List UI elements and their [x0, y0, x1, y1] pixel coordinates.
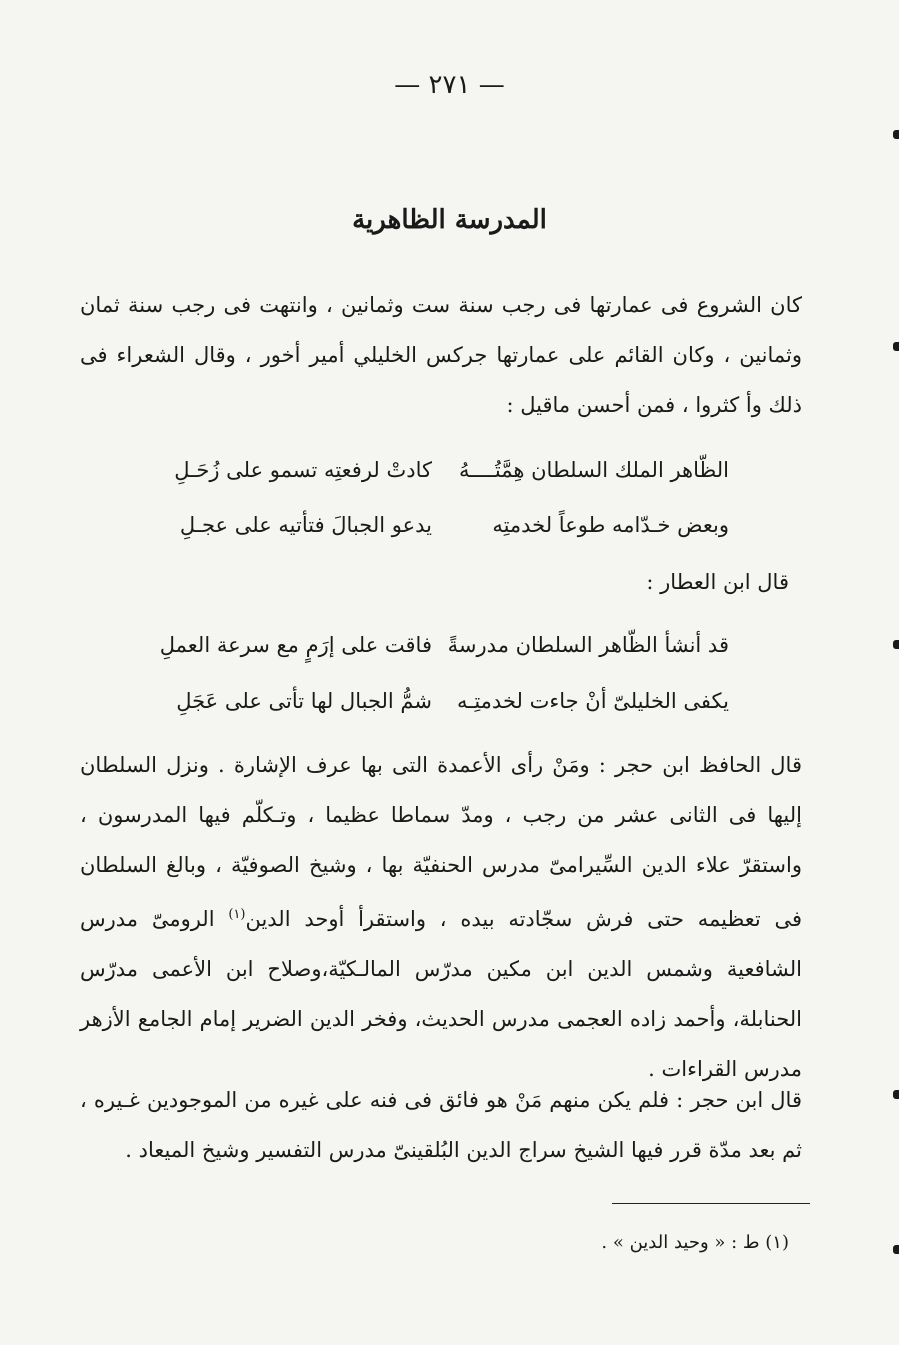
section-heading: المدرسة الظاهرية — [352, 205, 547, 235]
page-number: — ٢٧١ — — [394, 70, 505, 100]
verse-1-first-hemistich: الظّاهر الملك السلطان هِمَّتُــــهُ — [459, 458, 729, 482]
verse-3-first-hemistich: قد أنشأ الظّاهر السلطان مدرسةً — [447, 633, 729, 657]
binding-mark — [893, 342, 899, 351]
binding-mark — [893, 1090, 899, 1099]
verse-1-second-hemistich: كادتْ لرفعتِه تسمو على زُحَـلِ — [174, 458, 432, 482]
verse-3-second-hemistich: فاقت على إرَمٍ مع سرعة العملِ — [159, 633, 432, 657]
verse-4-first-hemistich: يكفى الخليلىّ أنْ جاءت لخدمتِـه — [456, 689, 729, 713]
binding-mark — [893, 1245, 899, 1254]
binding-mark — [893, 640, 899, 649]
hafiz-text: قال الحافظ ابن حجر : ومَنْ رأى الأعمدة التى بها عرف الإشارة . ونزل السلطان إليها فى الثانى عشر من رجب ، ومدّ سماطا عظيما ، وتـكلّم فيها المدرسون ، واستقرّ علاء الدين السِّيرامىّ مدرس الحنفيّة بها ، وشيخ الصوفيّة ، وبالغ السلطان فى تعظيمه حتى فرش سجّادته بيده ، واستقرأ أوحد الدين — [80, 753, 802, 931]
verse-2-second-hemistich: يدعو الجبالَ فتأتيه على عجـلِ — [179, 513, 432, 537]
footnote-reference: (١) — [228, 907, 246, 922]
hafiz-text-continued: الرومىّ مدرس الشافعية وشمس الدين ابن مكين مدرّس المالـكيّة،وصلاح ابن الأعمى مدرّس الحنابلة، وأحمد زاده العجمى مدرس الحديث، وفخر الدين الضرير إمام الجامع الأزهر مدرس القراءات . — [80, 907, 802, 1081]
intro-paragraph: كان الشروع فى عمارتها فى رجب سنة ست وثمانين ، وانتهت فى رجب سنة ثمان وثمانين ، وكان القائم على عمارتها جركس الخليلي أمير أخور ، وقال الشعراء فى ذلك وأ كثروا ، فمن أحسن ماقيل : — [80, 293, 802, 417]
footnote: (١) ط : « وحيد الدين » . — [601, 1232, 789, 1253]
footnote-separator — [612, 1203, 810, 1204]
verse-2-first-hemistich: وبعض خـدّامه طوعاً لخدمتِه — [492, 513, 729, 537]
binding-mark — [893, 130, 899, 139]
verse-4-second-hemistich: شمُّ الجبال لها تأتى على عَجَلِ — [176, 689, 432, 713]
hafiz-paragraph — [80, 740, 802, 1094]
ibn-hajar-paragraph: قال ابن حجر : فلم يكن منهم مَنْ هو فائق فى فنه على غيره من الموجودين غـيره ، ثم بعد مدّة قرر فيها الشيخ سراج الدين البُلقينىّ مدرس التفسير وشيخ الميعاد . — [80, 1088, 802, 1162]
ibn-al-attar-label: قال ابن العطار : — [646, 570, 789, 594]
